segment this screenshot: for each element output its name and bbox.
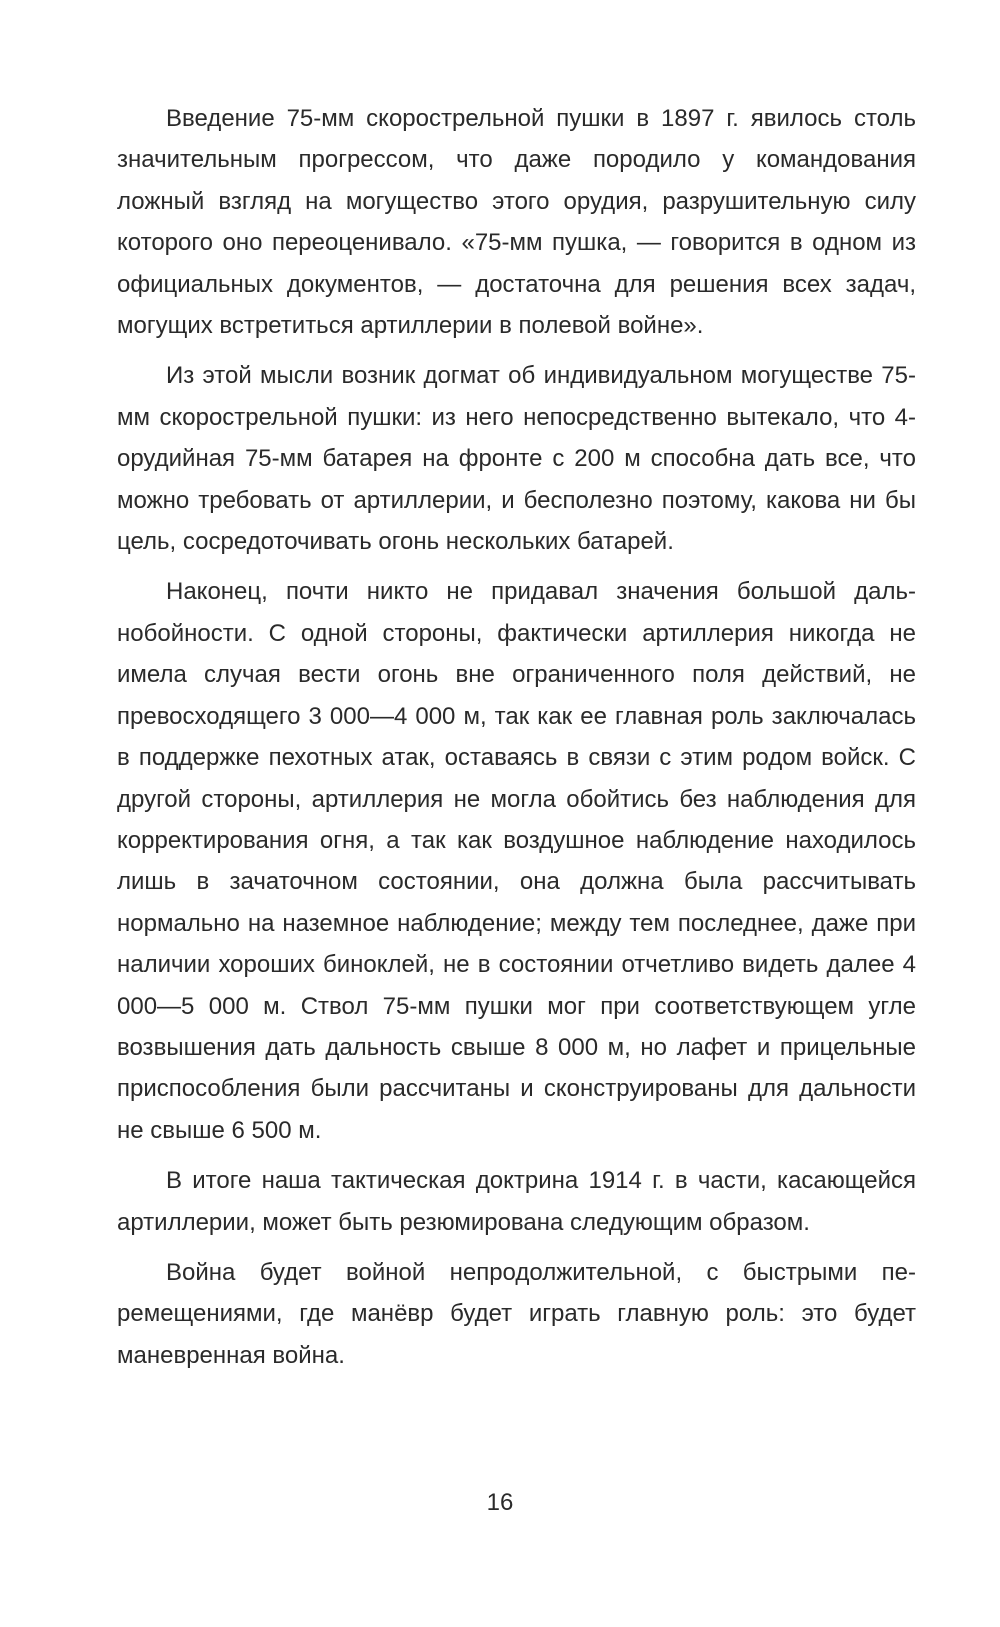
paragraph-1: Введение 75-мм скорострельной пушки в 1897 г. явилось столь значительным прогрессом, что даже породило у командования ложный взгляд на могущество этого орудия, разрушительную силу которого оно переоценивало. «75-мм пушка, — говорится в одном из официальных документов, — достаточна для решения всех задач, могущих встретиться артиллерии в полевой войне».: [117, 105, 916, 340]
paragraph-3: Наконец, почти никто не придавал значения большой дальнобойности. С одной стороны, фактически артиллерия никогда не имела случая вести огонь вне ограниченного поля действий, не превосходящего 3 000—4 000 м, так как ее главная роль заключалась в поддержке пехотных атак, оставаясь в связи с этим родом войск. С другой стороны, артиллерия не могла обойтись без наблюдения для корректирования огня, а так как воздушное наблюдение находилось лишь в зачаточном состоянии, она должна была рассчитывать нормально на наземное наблюдение; между тем последнее, даже при наличии хороших биноклей, не в состоянии отчетливо видеть далее 4 000—5 000 м. Ствол 75-мм пушки мог при соответствующем угле возвышения дать дальность свыше 8 000 м, но лафет и прицельные приспособления были рассчитаны и сконструированы для дальности не свыше 6 500 м.: [117, 578, 916, 1144]
paragraph-2: Из этой мысли возник догмат об индивидуальном могуществе 75-мм скорострельной пушки: из него непосредственно вытекало, что 4-орудийная 75-мм батарея на фронте с 200 м способна дать все, что можно требовать от артиллерии, и бесполезно поэтому, какова ни бы цель, сосредоточивать огонь нескольких батарей.: [117, 362, 916, 556]
paragraph-5: Война будет войной непродолжительной, с быстрыми перемещениями, где манёвр будет играть главную роль: это будет маневренная война.: [117, 1258, 916, 1369]
page-text: [117, 98, 916, 1385]
paragraph-4: В итоге наша тактическая доктрина 1914 г. в части, касающейся артиллерии, может быть резюмирована следующим образом.: [117, 1167, 916, 1236]
page-number: 16: [486, 1489, 514, 1516]
